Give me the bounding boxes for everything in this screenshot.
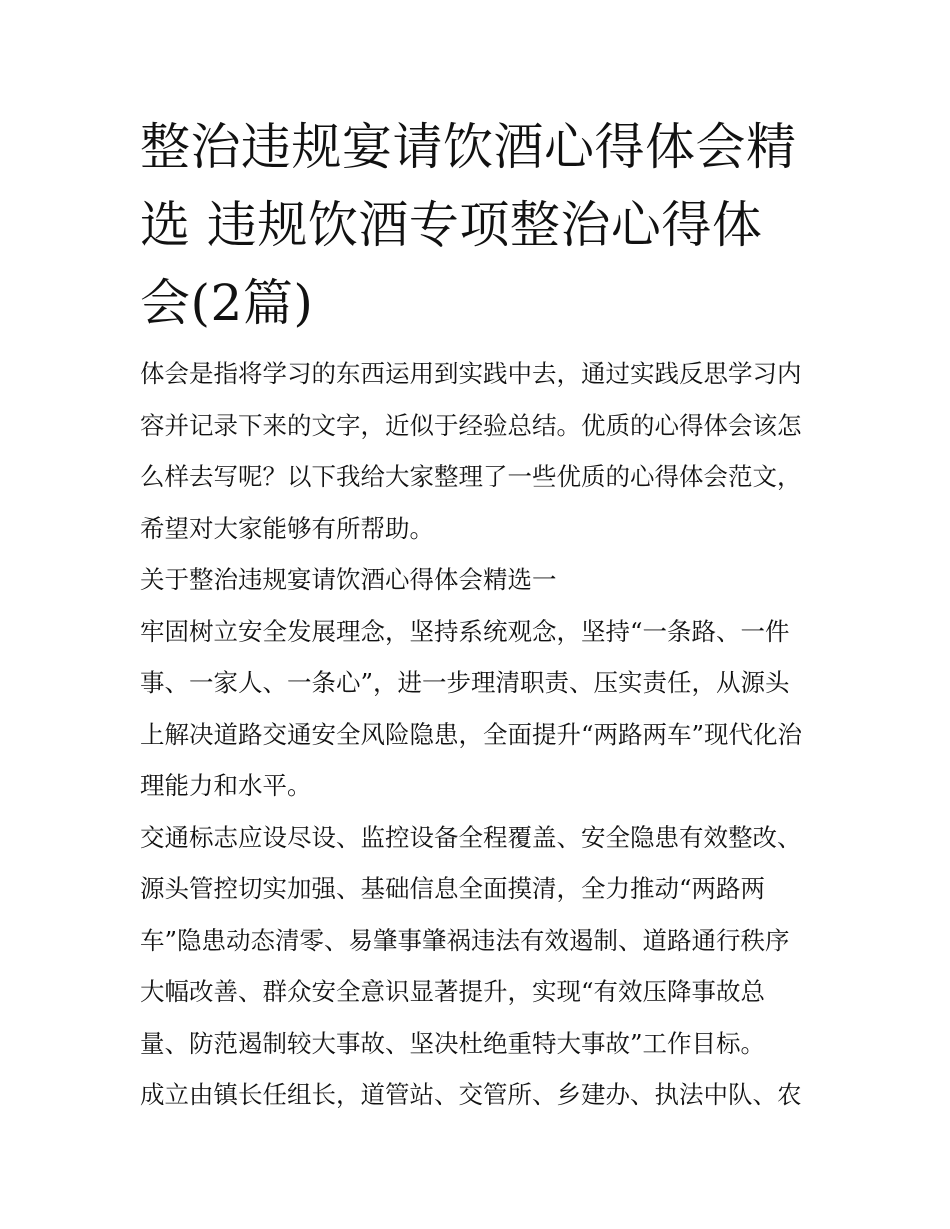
paragraph-3: 成立由镇长任组长，道管站、交管所、乡建办、执法中队、农 (140, 1080, 802, 1109)
document-title: 整治违规宴请饮酒心得体会精选 违规饮酒专项整治心得体会(2篇) (140, 118, 797, 332)
paragraph-1: 牢固树立安全发展理念，坚持系统观念，坚持“一条路、一件事、一家人、一条心”，进一步理清职责、压实责任，从源头上解决道路交通安全风险隐患，全面提升“两路两车”现代化治理能力和水平。 (140, 616, 803, 800)
paragraph-2: 交通标志应设尽设、监控设备全程覆盖、安全隐患有效整改、源头管控切实加强、基础信息全面摸清，全力推动“两路两车”隐患动态清零、易肇事肇祸违法有效遏制、道路通行秩序大幅改善、群众安全意识显著提升，实现“有效压降事故总量、防范遏制较大事故、坚决杜绝重特大事故”工作目标。 (140, 822, 802, 1058)
document-body (140, 348, 812, 1121)
paragraph-intro: 体会是指将学习的东西运用到实践中去，通过实践反思学习内容并记录下来的文字，近似于经验总结。优质的心得体会该怎么样去写呢？以下我给大家整理了一些优质的心得体会范文，希望对大家能够有所帮助。 (140, 359, 802, 543)
section-heading: 关于整治违规宴请饮酒心得体会精选一 (140, 565, 557, 594)
document-page (140, 108, 812, 1121)
